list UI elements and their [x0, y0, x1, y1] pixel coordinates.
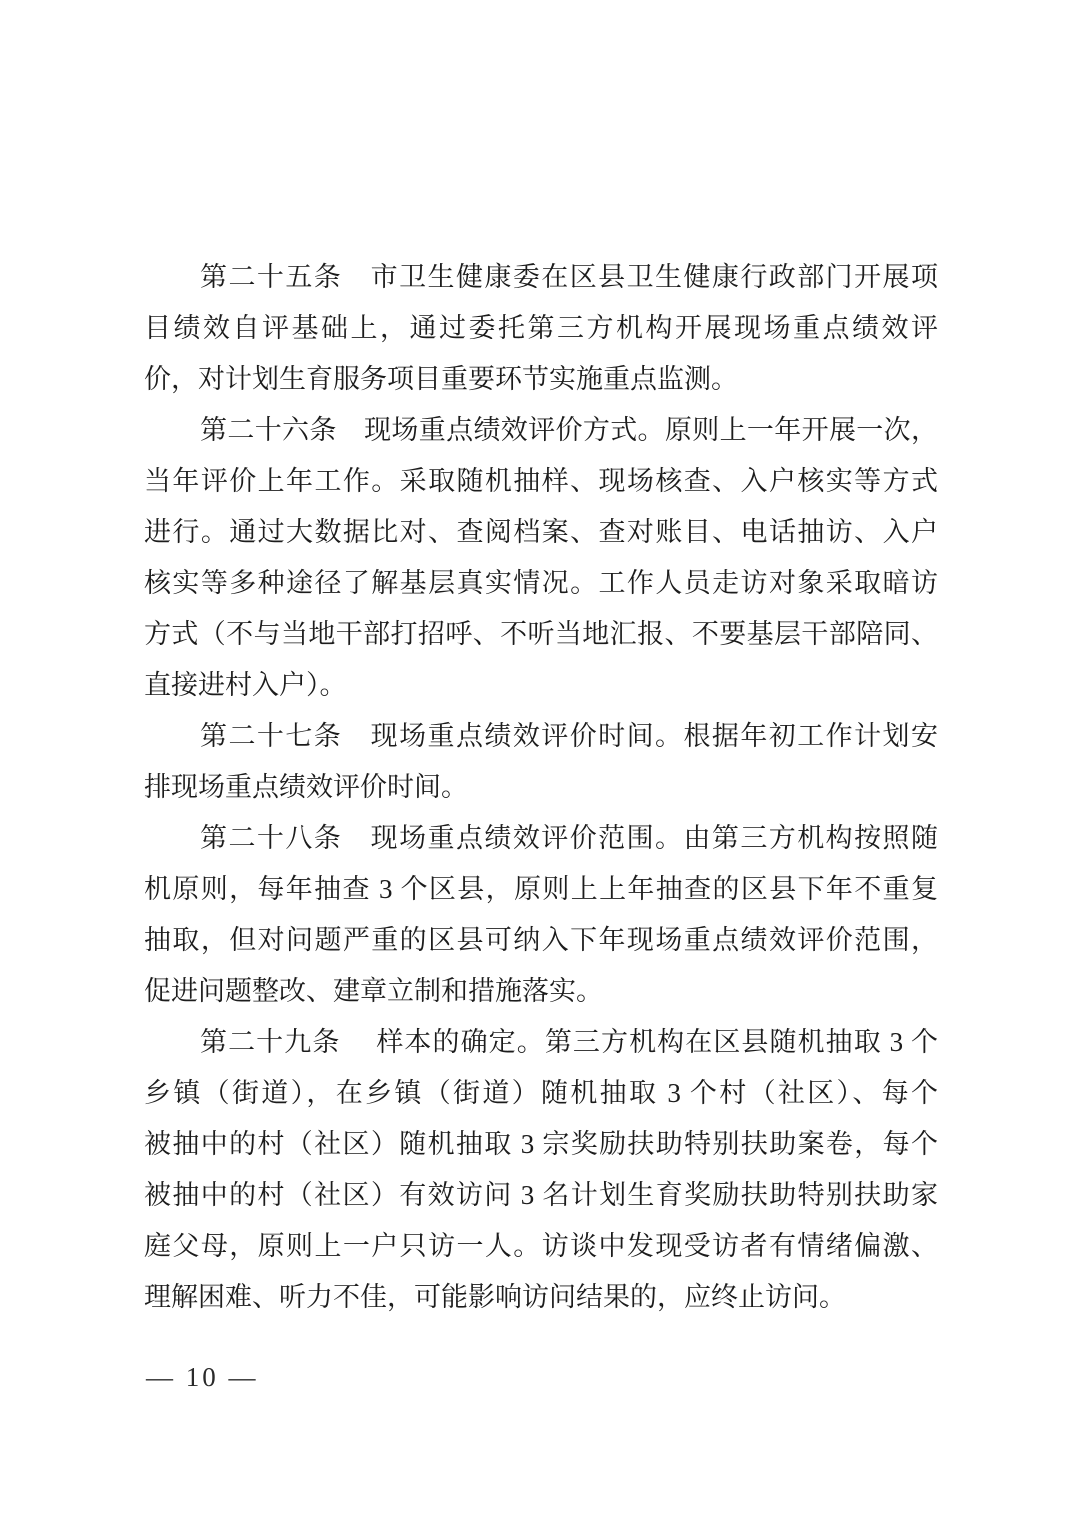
text-line: 进行。通过大数据比对、查阅档案、查对账目、电话抽访、入户 [144, 517, 938, 547]
text-line: 第二十五条 市卫生健康委在区县卫生健康行政部门开展项 [200, 262, 938, 292]
text-line: 促进问题整改、建章立制和措施落实。 [144, 976, 603, 1006]
article-paragraph-27 [144, 711, 938, 813]
text-line: 目绩效自评基础上，通过委托第三方机构开展现场重点绩效评 [144, 313, 938, 343]
text-line: 第二十六条 现场重点绩效评价方式。原则上一年开展一次， [200, 415, 938, 445]
text-line: 乡镇（街道），在乡镇（街道）随机抽取 3 个村（社区）、每个 [144, 1078, 938, 1108]
page-number: — 10 — [146, 1362, 259, 1392]
text-line: 被抽中的村（社区）随机抽取 3 宗奖励扶助特别扶助案卷，每个 [144, 1129, 938, 1159]
text-line: 价，对计划生育服务项目重要环节实施重点监测。 [144, 364, 738, 394]
text-line: 第二十八条 现场重点绩效评价范围。由第三方机构按照随 [200, 823, 938, 853]
article-paragraph-25 [144, 252, 938, 405]
text-line: 当年评价上年工作。采取随机抽样、现场核查、入户核实等方式 [144, 466, 938, 496]
document-body-text [144, 252, 938, 1323]
text-line: 抽取，但对问题严重的区县可纳入下年现场重点绩效评价范围， [144, 925, 938, 955]
text-line: 第二十九条 样本的确定。第三方机构在区县随机抽取 3 个 [200, 1027, 938, 1057]
article-paragraph-29 [144, 1017, 938, 1323]
text-line: 庭父母，原则上一户只访一人。访谈中发现受访者有情绪偏激、 [144, 1231, 938, 1261]
text-line: 第二十七条 现场重点绩效评价时间。根据年初工作计划安 [200, 721, 938, 751]
text-line: 排现场重点绩效评价时间。 [144, 772, 468, 802]
text-line: 核实等多种途径了解基层真实情况。工作人员走访对象采取暗访 [144, 568, 938, 598]
text-line: 理解困难、听力不佳，可能影响访问结果的，应终止访问。 [144, 1282, 846, 1312]
article-paragraph-26 [144, 405, 938, 711]
article-paragraph-28 [144, 813, 938, 1017]
text-line: 机原则，每年抽查 3 个区县，原则上上年抽查的区县下年不重复 [144, 874, 938, 904]
text-line: 方式（不与当地干部打招呼、不听当地汇报、不要基层干部陪同、 [144, 619, 938, 649]
text-line: 直接进村入户）。 [144, 670, 347, 700]
text-line: 被抽中的村（社区）有效访问 3 名计划生育奖励扶助特别扶助家 [144, 1180, 938, 1210]
